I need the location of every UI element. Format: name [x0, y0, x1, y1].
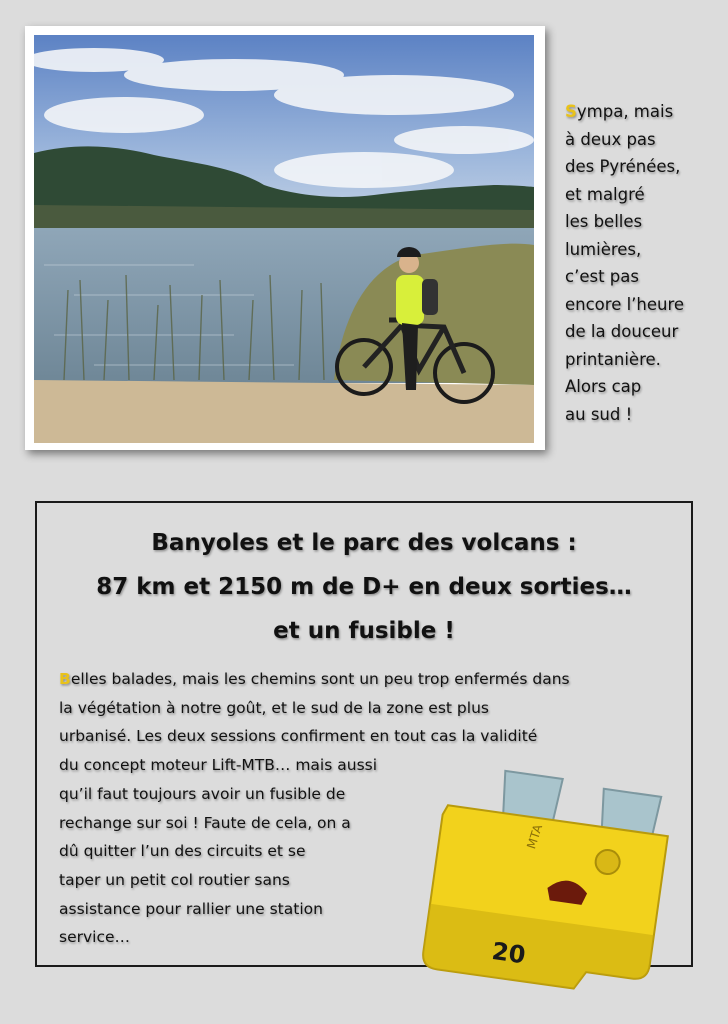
body-line-8: taper un petit col routier sans: [59, 870, 290, 889]
side-caption-line-2: à deux pas: [565, 129, 656, 149]
side-caption-line-1: [565, 98, 725, 126]
side-caption-line-6: lumières,: [565, 239, 642, 259]
lake-landscape-image: [34, 35, 534, 443]
side-caption-line-3: des Pyrénées,: [565, 157, 681, 176]
body-line-1: [59, 665, 689, 694]
headline-line-2: 87 km et 2150 m de D+ en deux sorties…: [96, 574, 632, 600]
headline-line-1: Banyoles et le parc des volcans :: [151, 530, 577, 556]
side-caption-line-4: et malgré: [565, 184, 645, 204]
side-caption-line-8: encore l’heure: [565, 294, 685, 314]
side-caption: [565, 98, 725, 428]
headline-line-3: et un fusible !: [273, 618, 455, 644]
body-line-5: qu’il faut toujours avoir un fusible de: [59, 784, 346, 803]
body-line-4: du concept moteur Lift-MTB… mais aussi: [59, 756, 378, 775]
body-line-7: dû quitter l’un des circuits et se: [59, 842, 306, 861]
side-caption-line-5: les belles: [565, 212, 643, 231]
side-caption-line-12: au sud !: [565, 404, 633, 424]
body-dropcap: B: [59, 670, 71, 688]
fuse-number: 20: [490, 936, 528, 970]
body-line-6: rechange sur soi ! Faute de cela, on a: [59, 813, 351, 832]
article-headline: [37, 521, 691, 653]
side-caption-text: ympa, mais: [576, 102, 674, 121]
lake-cyclist-photo: [34, 35, 534, 443]
side-caption-line-7: c’est pas: [565, 267, 639, 286]
side-caption-line-11: Alors cap: [565, 377, 642, 396]
body-line-9: assistance pour rallier une station: [59, 899, 323, 918]
side-caption-dropcap: S: [565, 102, 577, 121]
photo-frame: [25, 26, 545, 450]
blade-fuse-icon: [398, 768, 670, 998]
fuse-brand: MTA: [524, 822, 546, 851]
body-line-1-text: elles balades, mais les chemins sont un peu trop enfermés dans: [70, 670, 570, 688]
fuse-image: [398, 768, 670, 998]
path-ground: [34, 380, 534, 443]
body-line-2: la végétation à notre goût, et le sud de la zone est plus: [59, 698, 489, 717]
side-caption-line-10: printanière.: [565, 349, 661, 369]
side-caption-line-9: de la douceur: [565, 322, 679, 341]
body-line-10: service…: [59, 928, 131, 947]
body-line-3: urbanisé. Les deux sessions confirment en tout cas la validité: [59, 727, 538, 746]
